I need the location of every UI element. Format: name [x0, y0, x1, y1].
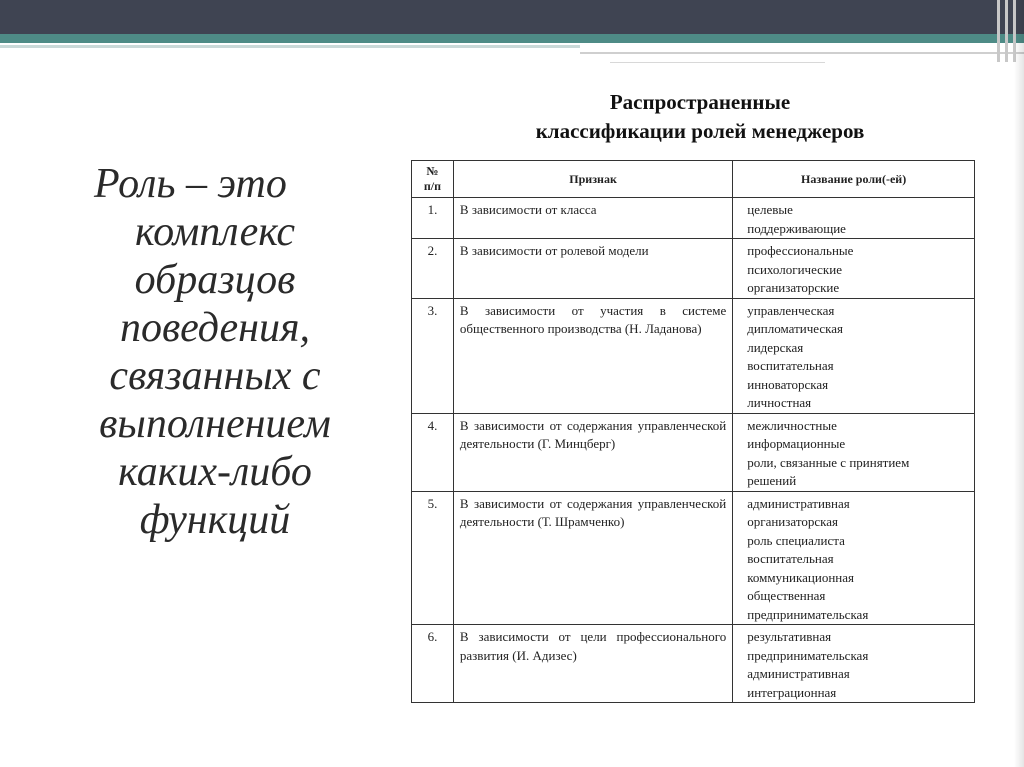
- role-name: роли, связанные с принятием: [747, 454, 910, 470]
- role-name: организаторская: [747, 514, 838, 529]
- definition-line: образцов: [134, 257, 296, 303]
- definition-line: выполнением: [99, 401, 331, 447]
- definition-line: связанных с: [109, 353, 321, 399]
- table-row: [412, 625, 975, 703]
- definition-line: каких-либо: [118, 449, 312, 495]
- role-name: психологические: [747, 261, 842, 277]
- table-row: [412, 413, 975, 491]
- table-title-line: Распространенные: [609, 90, 791, 114]
- header-roles: Название роли(-ей): [733, 161, 975, 198]
- role-name: предпринимательская: [747, 647, 869, 663]
- role-name: дипломатическая: [747, 321, 843, 336]
- role-name: профессиональные: [747, 243, 854, 258]
- row-roles: [733, 413, 975, 491]
- header-num: [412, 161, 454, 198]
- role-name: роль специалиста: [747, 532, 845, 548]
- role-name: лидерская: [747, 339, 804, 355]
- role-name: административная: [747, 495, 850, 511]
- row-num: 6.: [412, 625, 454, 703]
- row-feature: В зависимости от ролевой модели: [453, 239, 732, 299]
- table-row: [412, 198, 975, 239]
- table-row: [412, 298, 975, 413]
- definition-line: комплекс: [135, 209, 295, 255]
- row-roles: [733, 298, 975, 413]
- role-name: административная: [747, 666, 850, 681]
- header-num-line: №: [426, 164, 439, 178]
- role-name: инноваторская: [747, 376, 829, 392]
- role-name: коммуникационная: [747, 569, 854, 585]
- row-roles: [733, 491, 975, 625]
- row-num: 5.: [412, 491, 454, 625]
- role-name: воспитательная: [747, 358, 834, 373]
- role-name: информационные: [747, 436, 846, 451]
- definition-line: функций: [139, 497, 291, 543]
- role-name: организаторские: [747, 280, 840, 295]
- row-num: 1.: [412, 198, 454, 239]
- definition-line: Роль – это: [94, 161, 287, 207]
- role-name: интеграционная: [747, 684, 837, 700]
- header-bar: [0, 0, 1024, 34]
- role-definition: [80, 160, 350, 544]
- table-header-row: [412, 161, 975, 198]
- header-feature: Признак: [453, 161, 732, 198]
- row-feature: В зависимости от содержания управленческой деятельности (Т. Шрамченко): [453, 491, 732, 625]
- row-feature: В зависимости от класса: [453, 198, 732, 239]
- header-thin-line: [0, 45, 580, 48]
- table-title: [420, 88, 980, 146]
- row-feature: В зависимости от цели профессионального развития (И. Адизес): [453, 625, 732, 703]
- role-name: решений: [747, 473, 797, 488]
- role-name: личностная: [747, 395, 812, 410]
- role-name: предпринимательская: [747, 606, 869, 622]
- row-num: 3.: [412, 298, 454, 413]
- role-name: поддерживающие: [747, 220, 846, 236]
- row-roles: [733, 625, 975, 703]
- table-row: [412, 491, 975, 625]
- role-name: целевые: [747, 202, 793, 217]
- role-name: общественная: [747, 588, 826, 603]
- row-feature: В зависимости от участия в системе общественного производства (Н. Ладанова): [453, 298, 732, 413]
- row-num: 2.: [412, 239, 454, 299]
- role-name: управленческая: [747, 302, 835, 318]
- header-thin-line-right-2: [610, 62, 825, 63]
- table-title-line: классификации ролей менеджеров: [535, 119, 865, 143]
- row-roles: [733, 239, 975, 299]
- definition-line: поведения,: [119, 305, 311, 351]
- header-accent-bar: [0, 34, 1024, 43]
- row-roles: [733, 198, 975, 239]
- row-feature: В зависимости от содержания управленческой деятельности (Г. Минцберг): [453, 413, 732, 491]
- header-thin-line-right: [580, 52, 1024, 54]
- row-num: 4.: [412, 413, 454, 491]
- table-row: [412, 239, 975, 299]
- role-name: межличностные: [747, 417, 837, 433]
- page-edge-shadow: [1014, 0, 1024, 767]
- role-name: результативная: [747, 629, 832, 644]
- roles-table: [411, 160, 975, 703]
- header-num-line: п/п: [423, 179, 442, 193]
- role-name: воспитательная: [747, 551, 834, 566]
